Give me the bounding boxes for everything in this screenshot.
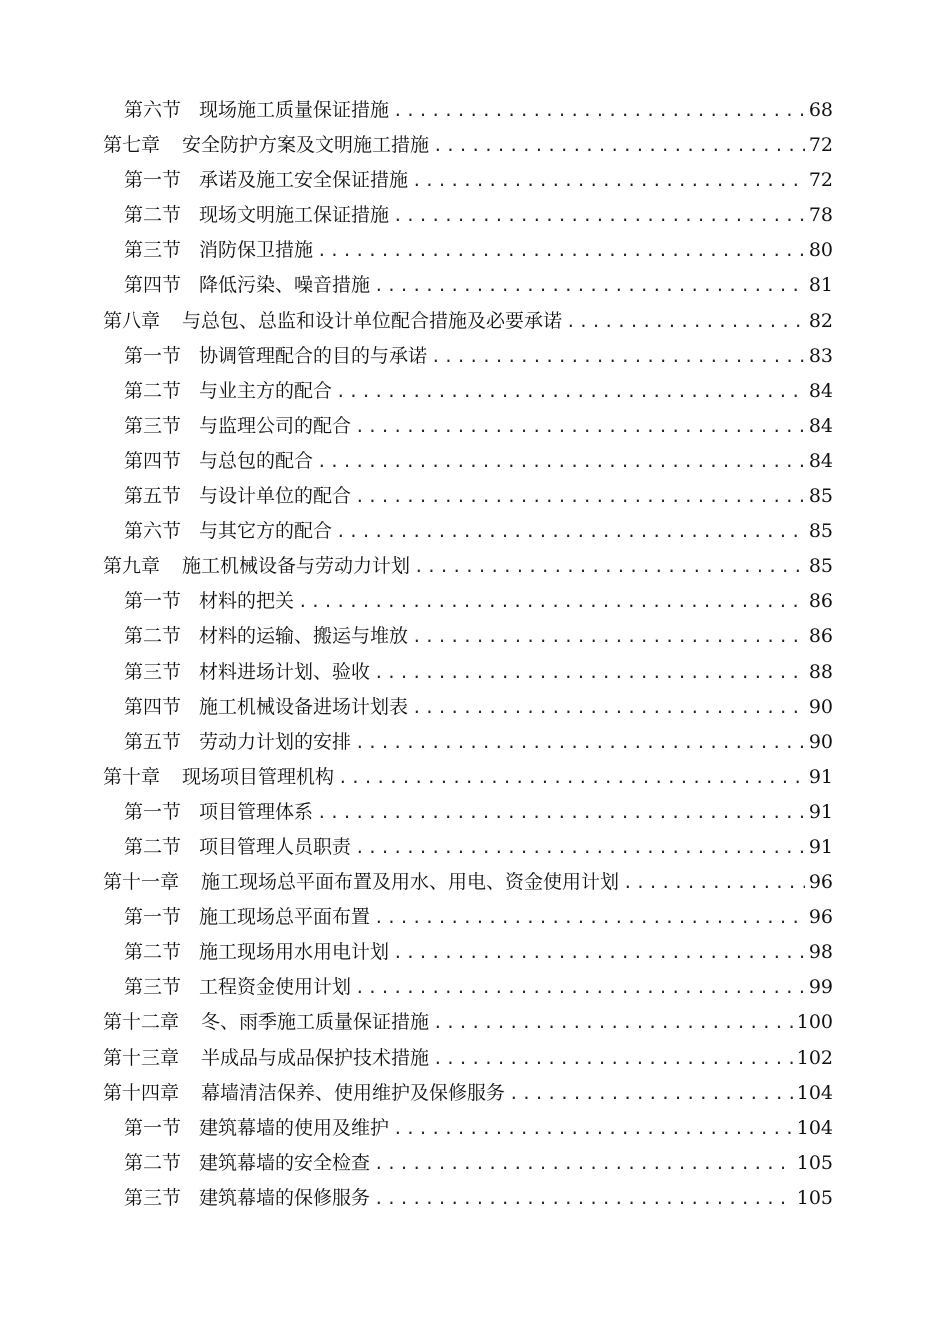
dot-leader [623, 865, 805, 900]
dot-leader [317, 444, 805, 479]
toc-entry-number: 第二节 [124, 625, 182, 648]
dot-leader [414, 549, 805, 584]
toc-entry-number: 第二节 [124, 204, 182, 227]
toc-page-number: 86 [808, 590, 833, 613]
dot-leader [374, 655, 805, 690]
toc-entry-title: 现场项目管理机构 [182, 765, 335, 788]
toc-page-number: 105 [796, 1151, 833, 1174]
toc-page-number: 96 [808, 871, 833, 894]
dot-leader [393, 935, 805, 970]
toc-section-entry[interactable] [103, 970, 833, 1005]
toc-page-number: 84 [808, 414, 833, 437]
toc-entry-title: 工程资金使用计划 [199, 976, 352, 999]
toc-entry-number: 第三节 [124, 660, 182, 683]
dot-leader [374, 268, 805, 303]
toc-entry-title: 项目管理体系 [199, 800, 314, 823]
toc-page-number: 96 [808, 906, 833, 929]
toc-entry-number: 第三节 [124, 976, 182, 999]
toc-entry-number: 第十二章 [103, 1011, 180, 1034]
toc-section-entry[interactable] [103, 479, 833, 514]
dot-leader [509, 1076, 793, 1111]
toc-page-number: 86 [808, 625, 833, 648]
toc-entry-title: 施工机械设备与劳动力计划 [182, 555, 411, 578]
toc-section-entry[interactable] [103, 795, 833, 830]
toc-entry-number: 第六节 [124, 99, 182, 121]
toc-entry-title: 半成品与成品保护技术措施 [201, 1046, 430, 1069]
dot-leader [393, 93, 805, 128]
dot-leader [412, 690, 805, 725]
toc-entry-title: 承诺及施工安全保证措施 [199, 169, 409, 192]
toc-section-entry[interactable] [103, 268, 833, 303]
dot-leader [433, 128, 805, 163]
toc-page-number: 80 [808, 239, 833, 262]
toc-section-entry[interactable] [103, 900, 833, 935]
dot-leader [336, 374, 805, 409]
dot-leader [433, 1041, 793, 1076]
toc-section-entry[interactable] [103, 198, 833, 233]
toc-entry-number: 第二节 [124, 835, 182, 858]
dot-leader [374, 1181, 793, 1216]
dot-leader [393, 1111, 793, 1146]
toc-section-entry[interactable] [103, 1146, 833, 1181]
toc-chapter-entry[interactable] [103, 865, 833, 900]
toc-section-entry[interactable] [103, 163, 833, 198]
dot-leader [338, 760, 805, 795]
toc-entry-title: 幕墙清洁保养、使用维护及保修服务 [201, 1081, 506, 1104]
toc-entry-number: 第七章 [103, 134, 161, 157]
toc-entry-number: 第四节 [124, 449, 182, 472]
dot-leader [355, 830, 805, 865]
toc-page-number: 90 [808, 695, 833, 718]
toc-entry-title: 项目管理人员职责 [199, 835, 352, 858]
toc-section-entry[interactable] [103, 619, 833, 654]
toc-entry-title: 与总包的配合 [199, 449, 314, 472]
toc-page-number: 84 [808, 449, 833, 472]
toc-page-number: 91 [808, 765, 833, 788]
toc-section-entry[interactable] [103, 514, 833, 549]
toc-page-number: 68 [808, 99, 833, 121]
toc-page-number: 105 [796, 1186, 833, 1209]
toc-entry-title: 安全防护方案及文明施工措施 [182, 134, 430, 157]
toc-section-entry[interactable] [103, 374, 833, 409]
toc-entry-number: 第二节 [124, 379, 182, 402]
dot-leader [374, 1146, 793, 1181]
toc-entry-number: 第四节 [124, 695, 182, 718]
toc-page-number: 81 [808, 274, 833, 297]
dot-leader [317, 795, 805, 830]
toc-entry-title: 消防保卫措施 [199, 239, 314, 262]
toc-chapter-entry[interactable] [103, 549, 833, 584]
toc-entry-number: 第八章 [103, 309, 161, 332]
table-of-contents [103, 93, 833, 1216]
toc-section-entry[interactable] [103, 339, 833, 374]
toc-page-number: 83 [808, 344, 833, 367]
toc-chapter-entry[interactable] [103, 1041, 833, 1076]
toc-chapter-entry[interactable] [103, 1076, 833, 1111]
toc-section-entry[interactable] [103, 1181, 833, 1216]
toc-page-number: 100 [796, 1011, 833, 1034]
toc-entry-number: 第一节 [124, 906, 182, 929]
toc-page-number: 78 [808, 204, 833, 227]
dot-leader [393, 198, 805, 233]
toc-entry-title: 与总包、总监和设计单位配合措施及必要承诺 [182, 309, 563, 332]
toc-entry-title: 冬、雨季施工质量保证措施 [201, 1011, 430, 1034]
toc-entry-number: 第十一章 [103, 871, 180, 894]
dot-leader [412, 619, 805, 654]
toc-page-number: 85 [808, 555, 833, 578]
toc-entry-title: 劳动力计划的安排 [199, 730, 352, 753]
toc-section-entry[interactable] [103, 1111, 833, 1146]
dot-leader [412, 163, 805, 198]
dot-leader [433, 1005, 793, 1040]
toc-chapter-entry[interactable] [103, 128, 833, 163]
toc-section-entry[interactable] [103, 830, 833, 865]
toc-entry-title: 与设计单位的配合 [199, 485, 352, 508]
dot-leader [566, 304, 805, 339]
toc-section-entry[interactable] [103, 655, 833, 690]
toc-entry-title: 施工现场总平面布置及用水、用电、资金使用计划 [201, 871, 620, 894]
toc-entry-title: 材料进场计划、验收 [199, 660, 371, 683]
toc-entry-title: 施工现场总平面布置 [199, 906, 371, 929]
toc-entry-title: 与其它方的配合 [199, 520, 333, 543]
toc-page-number: 85 [808, 485, 833, 508]
dot-leader [298, 584, 805, 619]
toc-entry-title: 建筑幕墙的使用及维护 [199, 1116, 390, 1139]
toc-entry-title: 施工机械设备进场计划表 [199, 695, 409, 718]
toc-entry-title: 与监理公司的配合 [199, 414, 352, 437]
toc-page-number: 91 [808, 800, 833, 823]
toc-entry-number: 第一节 [124, 169, 182, 192]
toc-entry-title: 施工现场用水用电计划 [199, 941, 390, 964]
toc-entry-title: 材料的把关 [199, 590, 295, 613]
toc-page-number: 90 [808, 730, 833, 753]
dot-leader [355, 409, 805, 444]
toc-entry-number: 第二节 [124, 941, 182, 964]
toc-section-entry[interactable] [103, 935, 833, 970]
toc-entry-title: 协调管理配合的目的与承诺 [199, 344, 428, 367]
toc-entry-number: 第一节 [124, 344, 182, 367]
toc-entry-number: 第十四章 [103, 1081, 180, 1104]
toc-entry-number: 第五节 [124, 485, 182, 508]
toc-entry-number: 第一节 [124, 590, 182, 613]
dot-leader [374, 900, 805, 935]
toc-page-number: 72 [808, 134, 833, 157]
toc-entry-number: 第九章 [103, 555, 161, 578]
toc-section-entry[interactable] [103, 409, 833, 444]
toc-section-entry[interactable] [103, 444, 833, 479]
toc-page-number: 84 [808, 379, 833, 402]
toc-chapter-entry[interactable] [103, 304, 833, 339]
toc-entry-title: 建筑幕墙的安全检查 [199, 1151, 371, 1174]
toc-entry-number: 第一节 [124, 800, 182, 823]
toc-entry-number: 第三节 [124, 1186, 182, 1209]
toc-chapter-entry[interactable] [103, 1005, 833, 1040]
dot-leader [431, 339, 805, 374]
toc-section-entry[interactable] [103, 584, 833, 619]
toc-page-number: 99 [808, 976, 833, 999]
toc-page-number: 85 [808, 520, 833, 543]
toc-section-entry[interactable] [103, 690, 833, 725]
toc-section-entry[interactable] [103, 725, 833, 760]
toc-entry-title: 与业主方的配合 [199, 379, 333, 402]
toc-page-number: 104 [796, 1116, 833, 1139]
dot-leader [355, 970, 805, 1005]
toc-entry-number: 第二节 [124, 1151, 182, 1174]
dot-leader [355, 479, 805, 514]
dot-leader [355, 725, 805, 760]
toc-page-number: 91 [808, 835, 833, 858]
toc-entry-number: 第一节 [124, 1116, 182, 1139]
toc-page-number: 98 [808, 941, 833, 964]
toc-entry-number: 第十三章 [103, 1046, 180, 1069]
toc-entry-title: 现场文明施工保证措施 [199, 204, 390, 227]
toc-entry-title: 建筑幕墙的保修服务 [199, 1186, 371, 1209]
toc-entry-number: 第四节 [124, 274, 182, 297]
toc-section-entry[interactable] [103, 93, 833, 128]
toc-entry-title: 材料的运输、搬运与堆放 [199, 625, 409, 648]
toc-entry-number: 第三节 [124, 414, 182, 437]
toc-page-number: 88 [808, 660, 833, 683]
toc-entry-number: 第六节 [124, 520, 182, 543]
toc-page-number: 82 [808, 309, 833, 332]
toc-entry-title: 现场施工质量保证措施 [199, 99, 390, 121]
toc-entry-title: 降低污染、噪音措施 [199, 274, 371, 297]
dot-leader [317, 233, 805, 268]
toc-entry-number: 第三节 [124, 239, 182, 262]
toc-page-number: 102 [796, 1046, 833, 1069]
toc-entry-number: 第十章 [103, 765, 161, 788]
dot-leader [336, 514, 805, 549]
toc-entry-number: 第五节 [124, 730, 182, 753]
toc-chapter-entry[interactable] [103, 760, 833, 795]
toc-section-entry[interactable] [103, 233, 833, 268]
toc-page-number: 72 [808, 169, 833, 192]
toc-page-number: 104 [796, 1081, 833, 1104]
